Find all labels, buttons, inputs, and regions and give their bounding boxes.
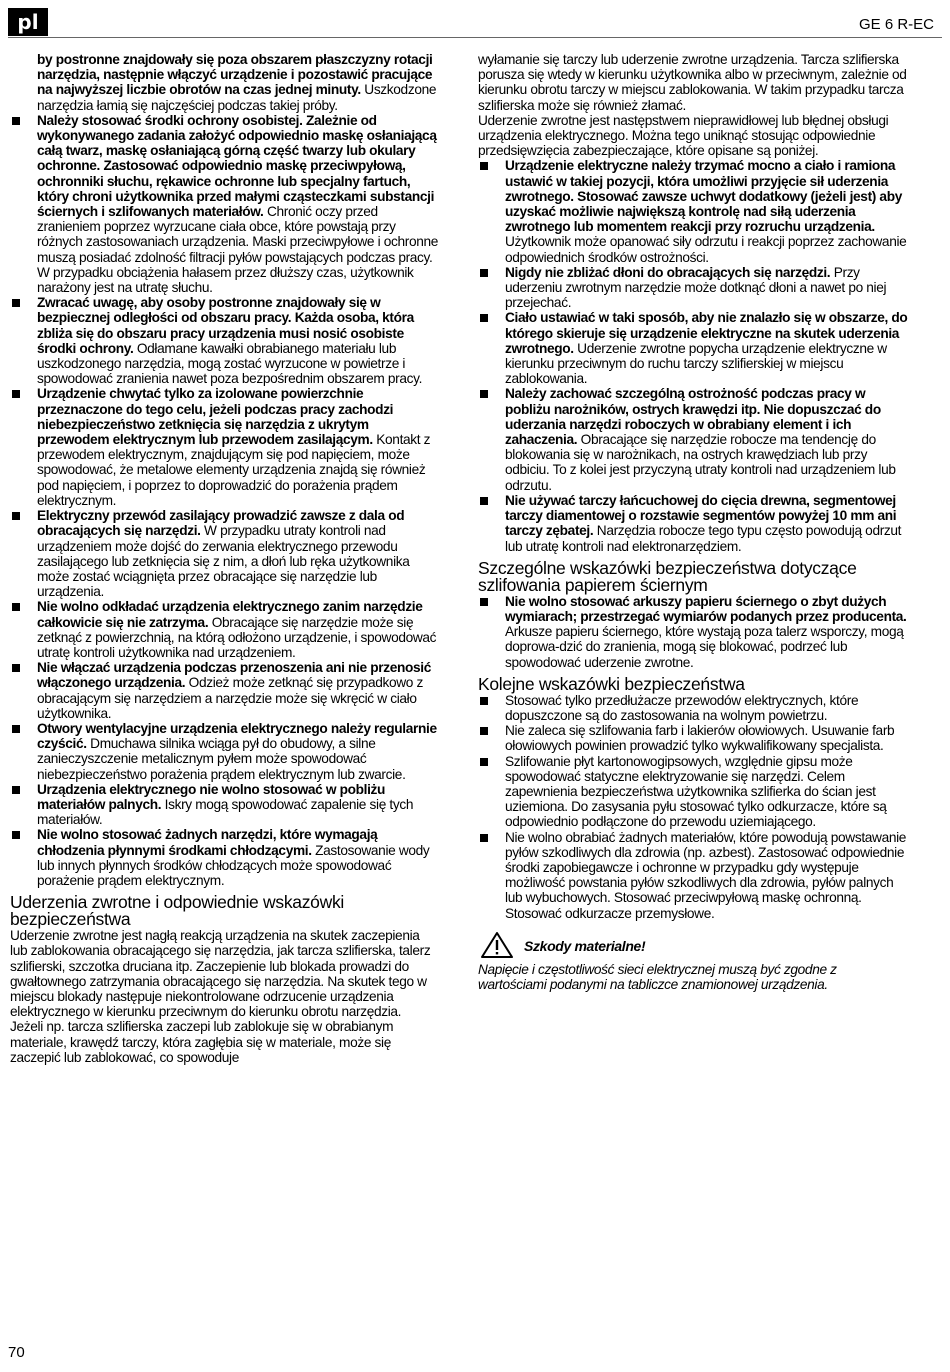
bold-text: Urządzenie elektryczne należy trzymać mocno a ciało i ramiona ustawić w takiej pozycji, która umożliwi przyjęcie sił uderzenia zwrotnego. Stosować zawsze uchwyt dodatkowy (jeżeli jest) aby uzyskać możliwie największą kontrolę nad siłą uderzenia zwrotnego lub momentem reakcji przy rozruchu urządzenia. — [505, 158, 902, 235]
bold-text: Nie wolno stosować arkuszy papieru ściernego o zbyt dużych wymiarach; przestrzegać wymiarów podanych przez producenta. — [505, 593, 907, 624]
body-text: Arkusze papieru ściernego, które wystają poza talerz wsporczy, mogą doprowa-dzić do zranienia, mogą się blokować, podrzeć lub spowodować uderzenie zwrotne. — [505, 624, 904, 670]
body-text: Odzież może zetknąć się przypadkowo z obracającym się narzędziem a narzędzie może się wkręcić w ciało użytkownika. — [37, 675, 423, 721]
bold-text: Nie włączać urządzenia podczas przenoszenia ani nie przenosić włączonego urządzenia. — [37, 660, 431, 691]
section-heading-sanding: Szczególne wskazówki bezpieczeństwa dotyczące szlifowania papierem ściernym — [478, 557, 857, 595]
left-column — [10, 52, 440, 1065]
body-text: Narzędzia robocze tego typu często powodują odrzut lub utratę kontroli nad elektronarzędziem. — [505, 523, 902, 554]
body-text: Przy uderzeniu zwrotnym narzędzie może dotknąć dłoni a nawet po niej przejechać. — [505, 264, 887, 311]
language-badge: pl — [8, 8, 48, 36]
warning-title: Szkody materialne! — [524, 937, 646, 954]
body-text: Uszkodzone narzędzia łamią się najczęściej podczas takiej próby. — [37, 82, 437, 113]
page-number: 70 — [8, 1344, 25, 1361]
bullet-item — [478, 265, 908, 311]
body-text: Użytkownik może opanować siły odrzutu i reakcji poprzez zachowanie odpowiednich środków ostrożności. — [505, 234, 907, 265]
bold-text: Nie wolno odkładać urządzenia elektrycznego zanim narzędzie całkowicie się nie zatrzyma. — [37, 599, 423, 630]
bullet-item — [10, 782, 440, 828]
bullet-item: Stosować tylko przedłużacze przewodów elektrycznych, które dopuszczone są do zastosowania na wolnym powietrzu. — [478, 693, 908, 723]
bullet-item: Nie zaleca się szlifowania farb i lakierów ołowiowych. Usuwanie farb ołowiowych powinien prowadzić tylko wykwalifikowany specjalista. — [478, 723, 908, 753]
body-text: Obracające się narzędzie robocze ma tendencję do blokowania się w narożnikach, na ostrych krawędziach lub przy odbiciu. To z kolei jest przyczyną utraty kontroli nad urządzeniem lub odrzutu. — [505, 432, 896, 493]
paragraph-test-run — [10, 52, 440, 113]
body-text: Uderzenie zwrotne popycha urządzenie elektryczne w kierunku przeciwnym do ruchu tarczy szlifierskiej w miejscu zablokowania. — [505, 340, 887, 387]
bullet-item — [10, 386, 440, 508]
bold-text: Ciało ustawiać w taki sposób, aby nie znalazło się w obszarze, do którego skieruje się urządzenie elektryczne na skutek uderzenia zwrotnego. — [505, 310, 908, 356]
body-text: Odłamane kawałki obrabianego materiału lub uszkodzonego narzędzia, mogą zostać wyrzucone w powietrze i spowodować zranienia nawet poza bezpośrednim obszarem pracy. — [37, 340, 423, 387]
bold-text: Zwracać uwagę, aby osoby postronne znajdowały się w bezpiecznej odległości od obszaru pracy. Każda osoba, która zbliża się do obszaru pracy urządzenia musi nosić osobiste środki ochrony. — [37, 295, 414, 356]
body-text: Kontakt z przewodem elektrycznym, znajdującym się pod napięciem, może spowodować, że metalowe elementy urządzenia znajdą się również pod napięciem, i poprzez to doprowadzić do porażenia prądem elektrycznym. — [37, 432, 431, 508]
bullet-item: Nie wolno obrabiać żadnych materiałów, które powodują powstawanie pyłów szkodliwych dla zdrowia (np. azbest). Zastosować odpowiednie środki zapobiegawcze i ochronne w przypadku gdy występuje możliwość powstania pyłów szkodliwych dla zdrowia, pyłów palnych lub wybuchowych. Stosować przeciwpyłową maskę ochronną. Stosować odkurzacze przemysłowe. — [478, 830, 908, 921]
bullet-item — [10, 721, 440, 782]
bullet-item — [478, 493, 908, 554]
bullet-item — [10, 508, 440, 599]
paragraph-kickback: Uderzenie zwrotne jest nagłą reakcją urządzenia na skutek zaczepienia lub zablokowania obracającego się narzędzia, jak tarcza szlifierska, talerz szlifierski, szczotka druciana itp. Zaczepienie lub blokada prowadzi do gwałtownego zatrzymania obracającego się narzędzia. Na skutek tego w miejscu blokady następuje niekontrolowane odrzucenie urządzenia elektrycznego w kierunku przeciwnym do kierunku obrotu narzędzia. — [10, 928, 431, 1020]
bullet-item — [10, 599, 440, 660]
model-number: GE 6 R-EC — [858, 16, 934, 33]
bold-text: by postronne znajdowały się poza obszarem płaszczyzny rotacji narzędzia, następnie włączyć urządzenie i pozostawić pracujące na najwyższej liczbie obrotów na czas jednej minuty. — [37, 52, 433, 98]
bullet-item: Szlifowanie płyt kartonowogipsowych, względnie gipsu może spowodować statyczne elektryzowanie się narzędzi. Celem zapewnienia bezpieczeństwa użytkownika szlifierka do ścian jest uziemiona. Do zasysania pyłu stosować tylko odkurzacze, które są odpowiednio podłączone do przewodu uziemiającego. — [478, 754, 908, 830]
paragraph-kickback-cause: Uderzenie zwrotne jest następstwem nieprawidłowej lub błędnej obsługi urządzenia elektrycznego. Można tego uniknąć stosując odpowiednie przedsięwzięcia zabezpieczające, które opisane są poniżej. — [478, 112, 889, 159]
bold-text: Nie używać tarczy łańcuchowej do cięcia drewna, segmentowej tarczy diamentowej o rozstawie segmentów powyżej 10 mm ani tarczy zębatej. — [505, 492, 897, 539]
body-text: Iskry mogą spowodować zapalenie się tych materiałów. — [37, 796, 414, 828]
bold-text: Należy stosować środki ochrony osobistej. Zależnie od wykonywanego zadania założyć odpowiednio maskę osłaniającą całą twarz, maskę osłaniającą górną część twarzy lub okulary ochronne. Zastosować odpowiednio maskę przeciwpyłową, ochronniki słuchu, rękawice ochronne lub specjalny fartuch, który chroni użytkownika przed małymi cząsteczkami substancji ściernych i szlifowanych materiałów. — [37, 112, 437, 220]
bold-text: Urządzenia elektrycznego nie wolno stosować w pobliżu materiałów palnych. — [37, 781, 386, 812]
bullet-item — [10, 113, 440, 295]
bold-text: Otwory wentylacyjne urządzenia elektrycznego należy regularnie czyścić. — [37, 720, 437, 752]
body-text: Obracające się narzędzie może się zetknąć z powierzchnią, na którą odłożono urządzenie, i spowodować utratę kontroli użytkownika nad urządzeniem. — [37, 614, 437, 660]
bold-text: Elektryczny przewód zasilający prowadzić zawsze z dala od obracających się narzędzi. — [37, 508, 405, 539]
section-heading-kickback: Uderzenia zwrotne i odpowiednie wskazówki bezpieczeństwa — [10, 892, 344, 930]
body-text: Chronić oczy przed zranieniem poprzez wyrzucane ciała obce, które powstają przy różnych zastosowaniach urządzenia. Maski przeciwpyłowe i ochronne muszą posiadać zdolność filtracji pyłów powstających podczas pracy. W przypadku obciążenia hałasem przez dłuższy czas, użytkownik narażony jest na utratę słuchu. — [37, 204, 439, 296]
bold-text: Nigdy nie zbliżać dłoni do obracających się narzędzi. — [505, 264, 831, 280]
bullet-item — [10, 660, 440, 721]
body-text: W przypadku utraty kontroli nad urządzeniem może dojść do zerwania elektrycznego przewodu zasilającego lub zetknięcia się z nim, a dłoń lub ręka użytkownika może zostać wciągnięta przez obracające się narzędzie lub urządzenia. — [37, 523, 410, 600]
bullet-item — [478, 158, 908, 264]
material-damage-warning — [478, 931, 908, 962]
body-text: Dmuchawa silnika wciąga pył do obudowy, a silne zanieczyszczenie metalicznym pyłem może spowodować niebezpieczeństwo porażenia prądem elektrycznym lub zwarcie. — [37, 736, 406, 782]
warning-text: Napięcie i częstotliwość sieci elektrycznej muszą być zgodne z wartościami podanymi na tabliczce znamionowej urządzenia. — [478, 961, 837, 993]
section-heading-more-safety: Kolejne wskazówki bezpieczeństwa — [478, 673, 745, 694]
body-text: Zastosowanie wody lub innych płynnych środków chłodzących może spowodować porażenie prądem elektrycznym. — [37, 842, 430, 888]
paragraph-kickback-example: Jeżeli np. tarcza szlifierska zaczepi lub zablokuje się w obrabianym materiale, krawędź tarczy, która zagłębia się w materiale, może się zaczepić lub zablokować, co spowoduje — [10, 1019, 394, 1065]
bullet-item — [478, 310, 908, 386]
bold-text: Należy zachować szczególną ostrożność podczas pracy w pobliżu narożników, ostrych krawędzi itp. Nie dopuszczać do uderzania narzędzi roboczych w obrabiany element i ich zahaczenia. — [505, 386, 881, 448]
bullet-item — [10, 295, 440, 386]
bullet-item — [10, 827, 440, 888]
bullet-item — [478, 386, 908, 492]
warning-triangle-icon — [480, 931, 514, 962]
bold-text: Nie wolno stosować żadnych narzędzi, które wymagają chłodzenia płynnymi środkami chłodzącymi. — [37, 827, 378, 858]
right-column — [478, 52, 908, 992]
bullet-item — [478, 594, 908, 670]
paragraph-continued: wyłamanie się tarczy lub uderzenie zwrotne urządzenia. Tarcza szlifierska porusza się wtedy w kierunku użytkownika albo w przeciwnym, zależnie od kierunku obrotu tarczy w miejscu zablokowania. W takim przypadku tarcza szlifierska może się również złamać. — [478, 52, 907, 113]
header-divider — [8, 37, 942, 38]
bold-text: Urządzenie chwytać tylko za izolowane powierzchnie przeznaczone do tego celu, jeżeli podczas pracy zachodzi niebezpieczeństwo zetknięcia się narzędzia z ukrytym przewodem elektrycznym lub przewodem zasilającym. — [37, 386, 394, 448]
